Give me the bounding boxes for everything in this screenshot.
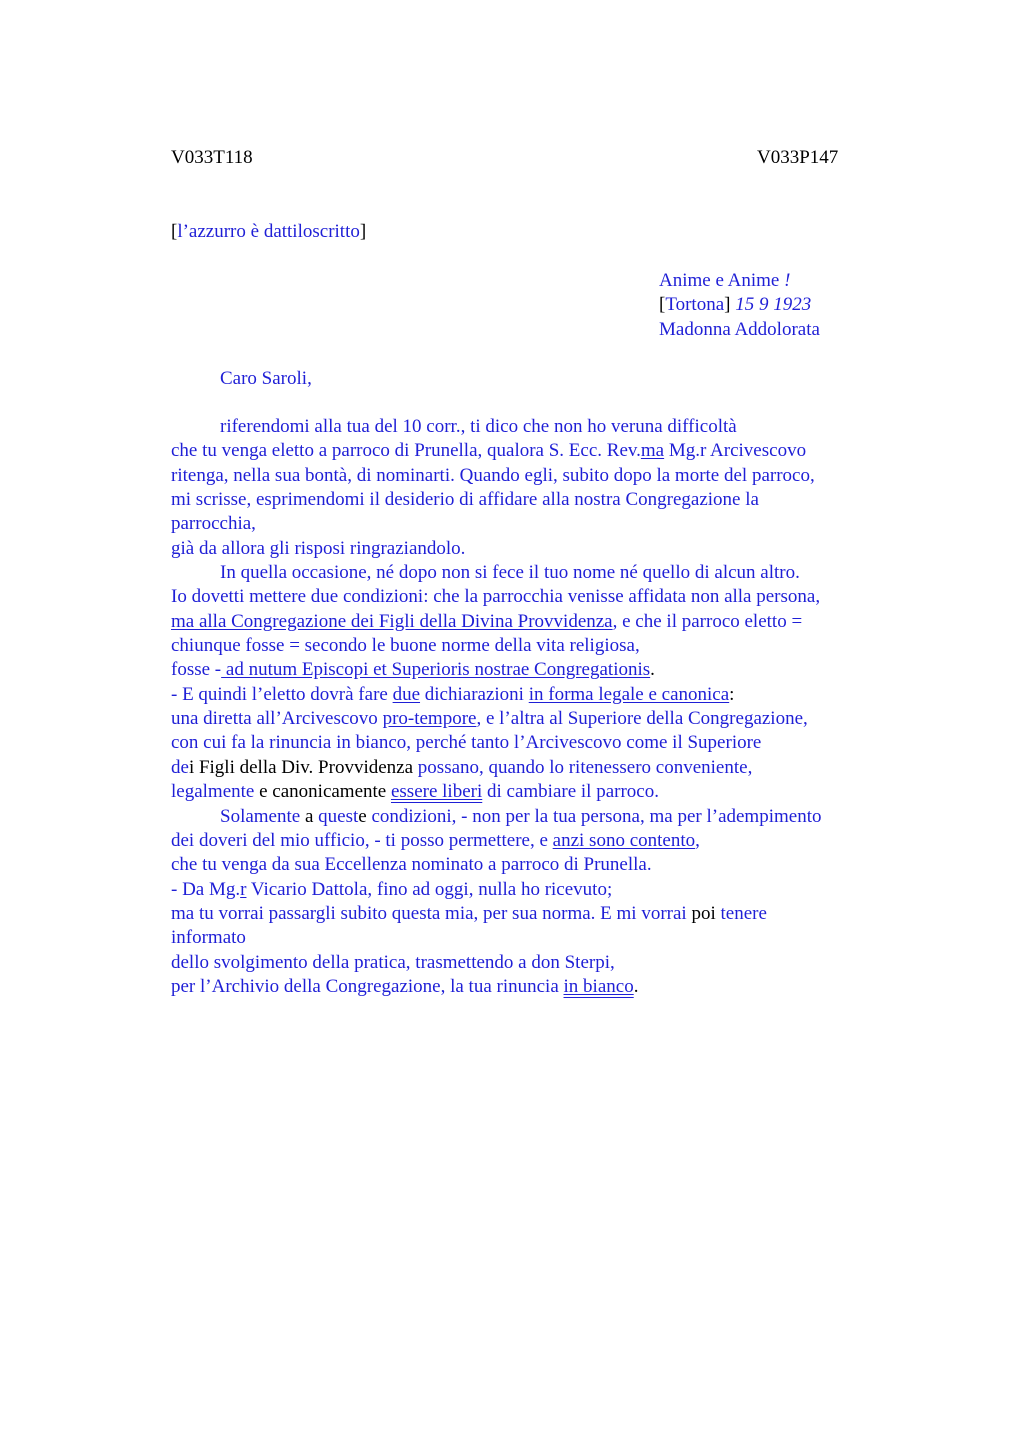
body-line: chiunque fosse = secondo le buone norme della vita religiosa, [171,635,640,657]
body-line: dei Figli della Div. Provvidenza possano, quando lo ritenessero conveniente, [171,756,753,778]
body-line: una diretta all’Arcivescovo pro-tempore, e l’altra al Superiore della Congregazione, [171,708,808,730]
note-close-bracket: ] [359,221,367,242]
body-line: ma tu vorrai passargli subito questa mia, per sua norma. E mi vorrai poi tenere [171,902,767,924]
body-line: con cui fa la rinuncia in bianco, perché tanto l’Arcivescovo come il Superiore [171,732,762,754]
body-line: In quella occasione, né dopo non si fece il tuo nome né quello di alcun altro. [220,562,800,584]
body-line: per l’Archivio della Congregazione, la tua rinuncia in bianco. [171,975,639,997]
body-line: dello svolgimento della pratica, trasmettendo a don Sterpi, [171,951,615,973]
heading-place-date: [Tortona] 15 9 1923 [659,294,812,316]
salutation: Caro Saroli, [220,368,312,389]
letter-heading [659,269,820,342]
note-text: l’azzurro è dattiloscritto [177,221,360,242]
archive-code-right: V033P147 [757,147,839,168]
body-line: dei doveri del mio ufficio, - ti posso permettere, e anzi sono contento, [171,829,700,851]
body-line: fosse - ad nutum Episcopi et Superioris nostrae Congregationis. [171,659,655,681]
body-line: parrocchia, [171,513,256,535]
editor-note [171,221,366,243]
body-line: mi scrisse, esprimendomi il desiderio di affidare alla nostra Congregazione la [171,489,759,511]
body-line: - Da Mg.r Vicario Dattola, fino ad oggi, nulla ho ricevuto; [171,878,613,900]
body-line: - E quindi l’eletto dovrà fare due dichiarazioni in forma legale e canonica: [171,683,735,705]
body-line: Solamente a queste condizioni, - non per la tua persona, ma per l’adempimento [220,805,822,827]
body-line: Io dovetti mettere due condizioni: che la parrocchia venisse affidata non alla persona, [171,586,821,608]
body-line: legalmente e canonicamente essere liberi di cambiare il parroco. [171,781,659,803]
body-line: già da allora gli risposi ringraziandolo. [171,537,466,559]
body-line: ritenga, nella sua bontà, di nominarti. Quando egli, subito dopo la morte del parroco, [171,464,815,486]
body-line: che tu venga da sua Eccellenza nominato a parroco di Prunella. [171,854,652,876]
body-line: ma alla Congregazione dei Figli della Divina Provvidenza, e che il parroco eletto = [171,610,803,632]
body-line: riferendomi alla tua del 10 corr., ti dico che non ho veruna difficoltà [220,416,737,437]
body-line: informato [171,927,246,949]
body-line: che tu venga eletto a parroco di Prunella, qualora S. Ecc. Rev.ma Mg.r Arcivescovo [171,440,807,462]
letter-body [171,415,911,999]
archive-code-left: V033T118 [171,147,253,168]
heading-motto: Anime e Anime ! [659,270,791,291]
heading-feast: Madonna Addolorata [659,318,820,340]
note-open-bracket: [ [171,221,178,242]
